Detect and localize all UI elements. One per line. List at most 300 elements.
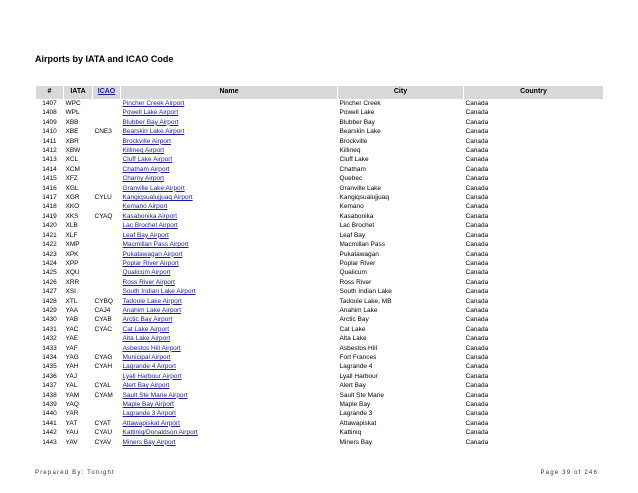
- city: Granville Lake: [338, 184, 464, 193]
- table-row: [36, 363, 604, 372]
- icao-code: [93, 231, 121, 240]
- iata-code: XLB: [64, 222, 93, 231]
- airport-name-link[interactable]: [121, 194, 338, 203]
- col-header-iata: IATA: [64, 86, 93, 100]
- city: Killineq: [338, 147, 464, 156]
- city: Tadoule Lake, MB: [338, 297, 464, 306]
- iata-code: XTL: [64, 297, 93, 306]
- row-number: 1425: [36, 269, 64, 278]
- iata-code: YAU: [64, 429, 93, 438]
- table-row: [36, 231, 604, 240]
- airport-link[interactable]: Cat Lake Airport: [122, 325, 170, 333]
- country: Canada: [464, 419, 604, 428]
- airport-link[interactable]: Charny Airport: [122, 175, 165, 183]
- row-number: 1430: [36, 316, 64, 325]
- row-number: 1442: [36, 429, 64, 438]
- city: Pincher Creek: [338, 100, 464, 109]
- airport-link[interactable]: South Indian Lake Airport: [122, 288, 196, 296]
- airport-link[interactable]: Sault Ste Marie Airport: [122, 391, 188, 399]
- table-row: [36, 250, 604, 259]
- airport-link[interactable]: Alert Bay Airport: [122, 382, 170, 390]
- airport-link[interactable]: Asbestos Hill Airport: [122, 344, 181, 352]
- airport-name-link[interactable]: [121, 325, 338, 334]
- city: Kemano: [338, 203, 464, 212]
- airport-link[interactable]: Poplar River Airport: [122, 259, 179, 267]
- country: Canada: [464, 212, 604, 221]
- airport-link[interactable]: Granville Lake Airport: [122, 184, 185, 192]
- icao-code: [93, 156, 121, 165]
- col-header-icao[interactable]: [93, 86, 121, 100]
- country: Canada: [464, 231, 604, 240]
- country: Canada: [464, 250, 604, 259]
- row-number: 1434: [36, 353, 64, 362]
- airport-name-link[interactable]: [121, 222, 338, 231]
- city: Ross River: [338, 278, 464, 287]
- city: Qualicum: [338, 269, 464, 278]
- table-row: [36, 175, 604, 184]
- iata-code: XFZ: [64, 175, 93, 184]
- table-row: [36, 269, 604, 278]
- country: Canada: [464, 203, 604, 212]
- airport-name-link[interactable]: [121, 231, 338, 240]
- airport-link[interactable]: Lac Brochet Airport: [122, 222, 178, 230]
- icao-code: [93, 344, 121, 353]
- row-number: 1437: [36, 382, 64, 391]
- airport-name-link[interactable]: [121, 269, 338, 278]
- country: Canada: [464, 401, 604, 410]
- city: Cluff Lake: [338, 156, 464, 165]
- airport-name-link[interactable]: [121, 429, 338, 438]
- airport-name-link[interactable]: [121, 184, 338, 193]
- city: Kattiniq: [338, 429, 464, 438]
- col-header-city: City: [338, 86, 464, 100]
- airport-link[interactable]: Chatham Airport: [122, 165, 170, 173]
- country: Canada: [464, 137, 604, 146]
- airport-link[interactable]: Anahim Lake Airport: [122, 306, 182, 314]
- icao-code: CYAQ: [93, 212, 121, 221]
- country: Canada: [464, 288, 604, 297]
- icao-code: [93, 165, 121, 174]
- table-row: [36, 410, 604, 419]
- airport-name-link[interactable]: [121, 316, 338, 325]
- city: Leaf Bay: [338, 231, 464, 240]
- airport-name-link[interactable]: [121, 109, 338, 118]
- country: Canada: [464, 363, 604, 372]
- row-number: 1438: [36, 391, 64, 400]
- row-number: 1412: [36, 147, 64, 156]
- airport-name-link[interactable]: [121, 372, 338, 381]
- icao-code: [93, 288, 121, 297]
- airport-link[interactable]: Pukatawagan Airport: [122, 250, 183, 258]
- city: Kangiqsualujjuaq: [338, 194, 464, 203]
- city: Chatham: [338, 165, 464, 174]
- row-number: 1427: [36, 288, 64, 297]
- city: South Indian Lake: [338, 288, 464, 297]
- country: Canada: [464, 372, 604, 381]
- icao-code: CYBQ: [93, 297, 121, 306]
- icao-code: [93, 184, 121, 193]
- airport-name-link[interactable]: [121, 353, 338, 362]
- table-row: [36, 325, 604, 334]
- icao-code: [93, 372, 121, 381]
- airport-link[interactable]: Municipal Airport: [122, 353, 171, 361]
- airport-name-link[interactable]: [121, 175, 338, 184]
- row-number: 1421: [36, 231, 64, 240]
- icao-code: CYAL: [93, 382, 121, 391]
- city: Fort Frances: [338, 353, 464, 362]
- iata-code: XLF: [64, 231, 93, 240]
- city: Alta Lake: [338, 335, 464, 344]
- table-row: [36, 241, 604, 250]
- airport-link[interactable]: Pincher Creek Airport: [122, 100, 185, 107]
- airport-link[interactable]: Lagrande 3 Airport: [122, 410, 176, 418]
- country: Canada: [464, 325, 604, 334]
- icao-code: CYAU: [93, 429, 121, 438]
- airport-name-link[interactable]: [121, 288, 338, 297]
- airport-name-link[interactable]: [121, 344, 338, 353]
- iata-code: XBR: [64, 137, 93, 146]
- country: Canada: [464, 382, 604, 391]
- airport-link[interactable]: Brockville Airport: [122, 137, 171, 145]
- icao-code: [93, 175, 121, 184]
- iata-code: XKS: [64, 212, 93, 221]
- iata-code: XCL: [64, 156, 93, 165]
- iata-code: XRR: [64, 278, 93, 287]
- iata-code: XCM: [64, 165, 93, 174]
- iata-code: YAR: [64, 410, 93, 419]
- icao-code: [93, 269, 121, 278]
- airport-name-link[interactable]: [121, 165, 338, 174]
- city: Alert Bay: [338, 382, 464, 391]
- city: Asbestos Hill: [338, 344, 464, 353]
- table-row: [36, 372, 604, 381]
- icao-code: [93, 118, 121, 127]
- table-row: [36, 222, 604, 231]
- iata-code: YAE: [64, 335, 93, 344]
- table-row: [36, 128, 604, 137]
- airport-name-link[interactable]: [121, 259, 338, 268]
- city: Attawapiskat: [338, 419, 464, 428]
- iata-code: YAV: [64, 438, 93, 447]
- country: Canada: [464, 175, 604, 184]
- airport-link[interactable]: Kattiniq/Donaldson Airport: [122, 429, 198, 437]
- iata-code: XBE: [64, 128, 93, 137]
- iata-code: XPP: [64, 259, 93, 268]
- iata-code: YAF: [64, 344, 93, 353]
- city: Cat Lake: [338, 325, 464, 334]
- icao-code: [93, 147, 121, 156]
- row-number: 1433: [36, 344, 64, 353]
- row-number: 1423: [36, 250, 64, 259]
- country: Canada: [464, 100, 604, 109]
- row-number: 1419: [36, 212, 64, 221]
- row-number: 1422: [36, 241, 64, 250]
- row-number: 1432: [36, 335, 64, 344]
- city: Sault Ste Marie: [338, 391, 464, 400]
- country: Canada: [464, 391, 604, 400]
- city: Maple Bay: [338, 401, 464, 410]
- city: Miners Bay: [338, 438, 464, 447]
- airport-name-link[interactable]: [121, 100, 338, 109]
- airport-link[interactable]: Killineq Airport: [122, 147, 165, 155]
- row-number: 1417: [36, 194, 64, 203]
- airport-name-link[interactable]: [121, 438, 338, 447]
- row-number: 1416: [36, 184, 64, 193]
- icao-code: CYAM: [93, 391, 121, 400]
- iata-code: XBW: [64, 147, 93, 156]
- iata-code: XGR: [64, 194, 93, 203]
- icao-code: CYAH: [93, 363, 121, 372]
- row-number: 1420: [36, 222, 64, 231]
- row-number: 1443: [36, 438, 64, 447]
- icao-code: CYAV: [93, 438, 121, 447]
- table-row: [36, 288, 604, 297]
- row-number: 1435: [36, 363, 64, 372]
- airport-name-link[interactable]: [121, 401, 338, 410]
- airport-link[interactable]: Leaf Bay Airport: [122, 231, 169, 239]
- table-header-row: [36, 86, 604, 100]
- airport-link[interactable]: Lagrande 4 Airport: [122, 363, 176, 371]
- page-title: Airports by IATA and ICAO Code: [35, 54, 174, 64]
- country: Canada: [464, 222, 604, 231]
- airport-link[interactable]: Cluff Lake Airport: [122, 156, 173, 164]
- city: Bearskin Lake: [338, 128, 464, 137]
- table-row: [36, 259, 604, 268]
- table-row: [36, 109, 604, 118]
- table-row: [36, 137, 604, 146]
- row-number: 1414: [36, 165, 64, 174]
- row-number: 1411: [36, 137, 64, 146]
- col-header-num: #: [36, 86, 64, 100]
- airport-link[interactable]: Powell Lake Airport: [122, 109, 179, 117]
- table-row: [36, 212, 604, 221]
- row-number: 1413: [36, 156, 64, 165]
- airport-link[interactable]: Kasabonika Airport: [122, 212, 178, 220]
- table-row: [36, 419, 604, 428]
- table-row: [36, 438, 604, 447]
- city: Poplar River: [338, 259, 464, 268]
- airport-link[interactable]: Lyall Harbour Airport: [122, 372, 182, 380]
- airport-name-link[interactable]: [121, 419, 338, 428]
- country: Canada: [464, 156, 604, 165]
- city: Arctic Bay: [338, 316, 464, 325]
- table-row: [36, 391, 604, 400]
- table-row: [36, 194, 604, 203]
- icao-code: [93, 100, 121, 109]
- row-number: 1410: [36, 128, 64, 137]
- airport-link[interactable]: Ross River Airport: [122, 278, 175, 286]
- city: Powell Lake: [338, 109, 464, 118]
- country: Canada: [464, 118, 604, 127]
- country: Canada: [464, 429, 604, 438]
- airport-name-link[interactable]: [121, 391, 338, 400]
- table-row: [36, 203, 604, 212]
- airport-name-link[interactable]: [121, 278, 338, 287]
- icao-code: [93, 222, 121, 231]
- country: Canada: [464, 128, 604, 137]
- airport-link[interactable]: Qualicum Airport: [122, 269, 171, 277]
- table-row: [36, 429, 604, 438]
- airport-link[interactable]: Attawapiskat Airport: [122, 419, 180, 427]
- iata-code: YAQ: [64, 401, 93, 410]
- table-row: [36, 353, 604, 362]
- iata-code: XMP: [64, 241, 93, 250]
- iata-code: XBB: [64, 118, 93, 127]
- icao-code: [93, 109, 121, 118]
- iata-code: YAM: [64, 391, 93, 400]
- icao-code: [93, 410, 121, 419]
- table-row: [36, 184, 604, 193]
- row-number: 1439: [36, 401, 64, 410]
- table-row: [36, 344, 604, 353]
- table-row: [36, 335, 604, 344]
- airport-name-link[interactable]: [121, 118, 338, 127]
- country: Canada: [464, 278, 604, 287]
- icao-code: CYAT: [93, 419, 121, 428]
- table-row: [36, 118, 604, 127]
- country: Canada: [464, 269, 604, 278]
- airport-name-link[interactable]: [121, 335, 338, 344]
- row-number: 1408: [36, 109, 64, 118]
- airport-name-link[interactable]: [121, 241, 338, 250]
- footer-prepared-by: Prepared By: Tonight: [35, 470, 115, 476]
- airports-table: [35, 85, 604, 448]
- country: Canada: [464, 297, 604, 306]
- icao-code: [93, 137, 121, 146]
- airport-link[interactable]: Macmillan Pass Airport: [122, 241, 189, 249]
- row-number: 1418: [36, 203, 64, 212]
- city: Quebec: [338, 175, 464, 184]
- table-row: [36, 382, 604, 391]
- country: Canada: [464, 335, 604, 344]
- row-number: 1431: [36, 325, 64, 334]
- airport-link[interactable]: Blubber Bay Airport: [122, 118, 179, 126]
- country: Canada: [464, 353, 604, 362]
- city: Pukatawagan: [338, 250, 464, 259]
- country: Canada: [464, 410, 604, 419]
- city: Kasabonika: [338, 212, 464, 221]
- airport-name-link[interactable]: [121, 128, 338, 137]
- iata-code: XSI: [64, 288, 93, 297]
- table-row: [36, 297, 604, 306]
- airport-link[interactable]: Arctic Bay Airport: [122, 316, 173, 324]
- country: Canada: [464, 109, 604, 118]
- country: Canada: [464, 344, 604, 353]
- country: Canada: [464, 259, 604, 268]
- icao-code: [93, 278, 121, 287]
- icao-code: CYLU: [93, 194, 121, 203]
- airport-name-link[interactable]: [121, 203, 338, 212]
- col-header-name: Name: [121, 86, 338, 100]
- table-row: [36, 156, 604, 165]
- city: Lyall Harbour: [338, 372, 464, 381]
- iata-code: XKO: [64, 203, 93, 212]
- country: Canada: [464, 316, 604, 325]
- country: Canada: [464, 438, 604, 447]
- airport-name-link[interactable]: [121, 137, 338, 146]
- country: Canada: [464, 241, 604, 250]
- row-number: 1436: [36, 372, 64, 381]
- row-number: 1429: [36, 306, 64, 315]
- row-number: 1407: [36, 100, 64, 109]
- airport-name-link[interactable]: [121, 147, 338, 156]
- city: Anahim Lake: [338, 306, 464, 315]
- row-number: 1424: [36, 259, 64, 268]
- city: Lagrande 3: [338, 410, 464, 419]
- airport-link[interactable]: Kemano Airport: [122, 203, 168, 211]
- icao-code: [93, 241, 121, 250]
- iata-code: YAG: [64, 353, 93, 362]
- row-number: 1440: [36, 410, 64, 419]
- airport-link[interactable]: Kangiqsualujjuaq Airport: [122, 194, 193, 202]
- col-header-country: Country: [464, 86, 604, 100]
- icao-code: [93, 250, 121, 259]
- airport-link[interactable]: Tadoule Lake Airport: [122, 297, 182, 305]
- country: Canada: [464, 184, 604, 193]
- icao-code: CYAG: [93, 353, 121, 362]
- airport-name-link[interactable]: [121, 297, 338, 306]
- icao-code: [93, 335, 121, 344]
- country: Canada: [464, 306, 604, 315]
- row-number: 1415: [36, 175, 64, 184]
- iata-code: XGL: [64, 184, 93, 193]
- airport-name-link[interactable]: [121, 212, 338, 221]
- row-number: 1428: [36, 297, 64, 306]
- footer-page-number: Page 39 of 246: [540, 470, 598, 476]
- airport-link[interactable]: Maple Bay Airport: [122, 401, 174, 408]
- airport-name-link[interactable]: [121, 250, 338, 259]
- iata-code: YAT: [64, 419, 93, 428]
- iata-code: YAC: [64, 325, 93, 334]
- row-number: 1441: [36, 419, 64, 428]
- iata-code: YAL: [64, 382, 93, 391]
- city: Brockville: [338, 137, 464, 146]
- airport-link[interactable]: Alta Lake Airport: [122, 335, 171, 343]
- airport-name-link[interactable]: [121, 306, 338, 315]
- airport-link[interactable]: Bearskin Lake Airport: [122, 128, 185, 136]
- city: Blubber Bay: [338, 118, 464, 127]
- airport-name-link[interactable]: [121, 156, 338, 165]
- airport-name-link[interactable]: [121, 382, 338, 391]
- iata-code: YAA: [64, 306, 93, 315]
- country: Canada: [464, 165, 604, 174]
- icao-code: [93, 203, 121, 212]
- airport-name-link[interactable]: [121, 410, 338, 419]
- country: Canada: [464, 147, 604, 156]
- iata-code: WPC: [64, 100, 93, 109]
- row-number: 1409: [36, 118, 64, 127]
- table-row: [36, 278, 604, 287]
- icao-code: CNE3: [93, 128, 121, 137]
- iata-code: YAB: [64, 316, 93, 325]
- table-row: [36, 401, 604, 410]
- table-body: [36, 100, 604, 448]
- icao-code: CYAC: [93, 325, 121, 334]
- airport-name-link[interactable]: [121, 363, 338, 372]
- icao-code: [93, 401, 121, 410]
- iata-code: YAH: [64, 363, 93, 372]
- table-row: [36, 100, 604, 109]
- row-number: 1426: [36, 278, 64, 287]
- iata-code: XPK: [64, 250, 93, 259]
- icao-header-link[interactable]: ICAO: [97, 88, 116, 96]
- table-row: [36, 306, 604, 315]
- icao-code: [93, 259, 121, 268]
- city: Lac Brochet: [338, 222, 464, 231]
- airport-link[interactable]: Miners Bay Airport: [122, 438, 176, 446]
- table-row: [36, 165, 604, 174]
- icao-code: CAJ4: [93, 306, 121, 315]
